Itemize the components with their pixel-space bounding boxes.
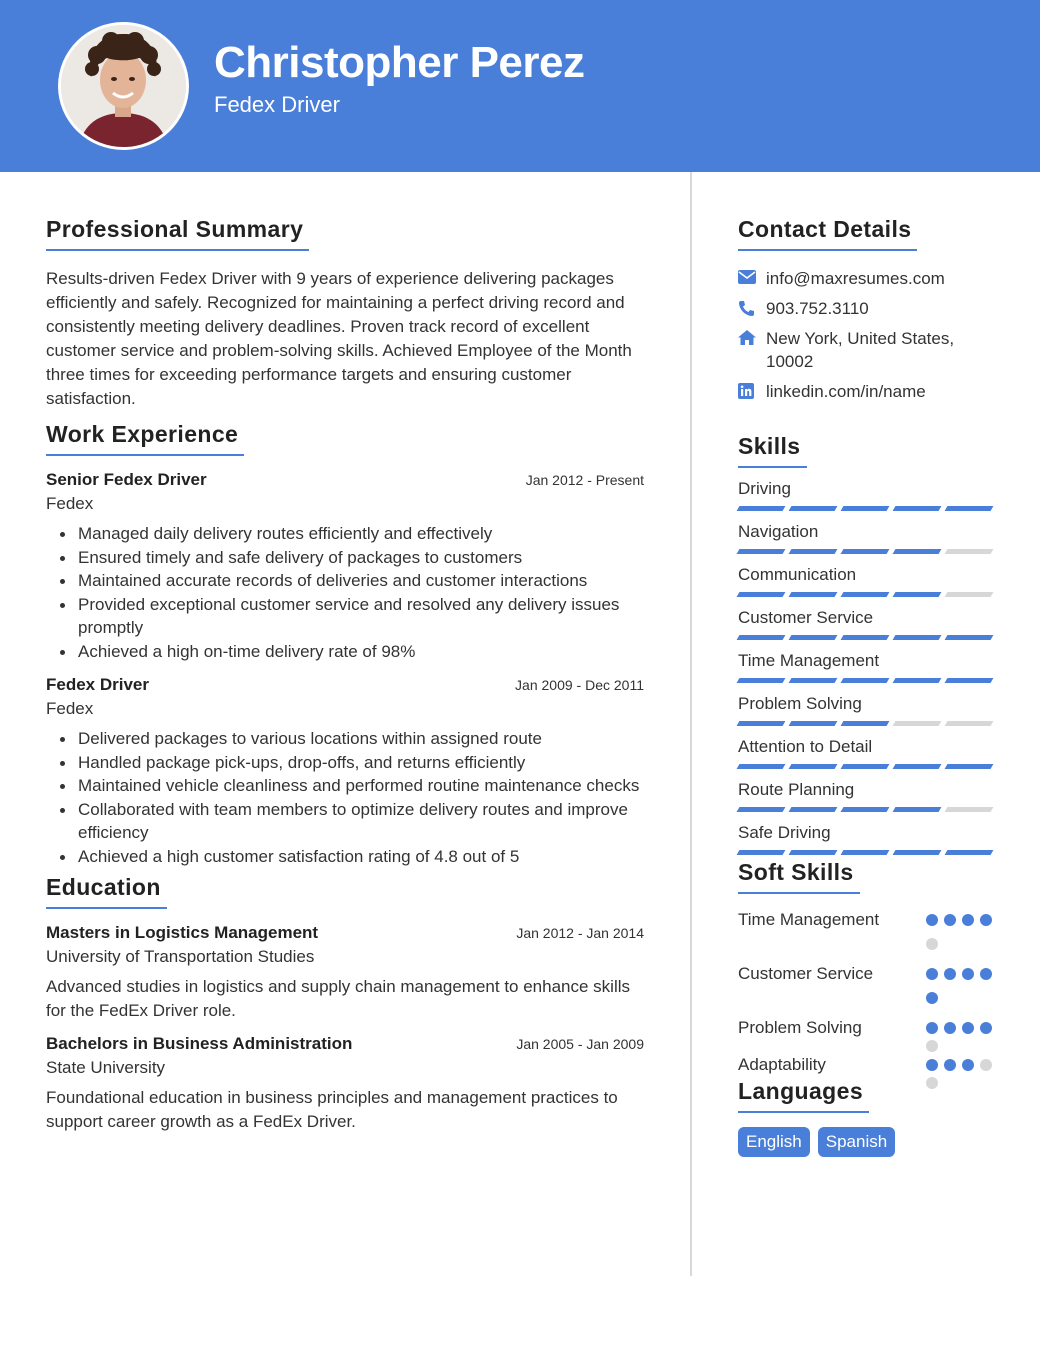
job-date: Jan 2012 - Present (525, 472, 644, 488)
skill-rating-segment (789, 549, 838, 554)
phone-text: 903.752.3110 (766, 299, 869, 318)
soft-skill-dot (926, 938, 938, 950)
linkedin-icon (738, 380, 766, 403)
skill-rating-segment (945, 807, 994, 812)
soft-skill-dot (980, 1059, 992, 1071)
skill-rating-segment (893, 850, 942, 855)
education-entry (46, 923, 644, 1022)
soft-skill-name: Problem Solving (738, 1018, 862, 1037)
skill-rating-segment (841, 764, 890, 769)
soft-skill-rating (926, 1053, 998, 1083)
job-bullet: Managed daily delivery routes efficiently and effectively (78, 522, 644, 546)
soft-skill-dot (926, 1059, 938, 1071)
skill-rating-segment (893, 764, 942, 769)
languages-section (738, 1078, 998, 1157)
skill-rating-segment (893, 807, 942, 812)
candidate-title: Fedex Driver (214, 92, 340, 117)
skill-rating-segment (737, 764, 786, 769)
skill-rating-segment (841, 635, 890, 640)
skill-item (738, 779, 998, 812)
soft-skill-item (738, 962, 998, 1009)
skill-rating-segment (737, 549, 786, 554)
skills-heading: Skills (738, 433, 807, 468)
skill-rating-segment (789, 807, 838, 812)
soft-skill-dot (962, 914, 974, 926)
skill-rating-segment (945, 850, 994, 855)
profile-photo (58, 22, 189, 150)
soft-skill-dot (980, 968, 992, 980)
skill-rating-segment (789, 635, 838, 640)
skill-name: Customer Service (738, 608, 874, 627)
skill-item (738, 607, 998, 640)
contact-linkedin[interactable] (738, 380, 998, 403)
soft-skill-rating (926, 962, 998, 1009)
skill-name: Attention to Detail (738, 737, 873, 756)
skill-rating-segment (945, 592, 994, 597)
job-role: Senior Fedex Driver (46, 470, 207, 489)
education-heading: Education (46, 874, 167, 909)
summary-heading: Professional Summary (46, 216, 309, 251)
job-bullet: Provided exceptional customer service and resolved any delivery issues promptly (78, 593, 644, 640)
education-entry (46, 1034, 644, 1133)
skill-rating-segment (841, 678, 890, 683)
job-entry (46, 470, 644, 663)
soft-skills-section (738, 859, 998, 1083)
soft-skill-rating (926, 908, 998, 955)
skill-rating-segment (789, 721, 838, 726)
skill-rating-segment (893, 549, 942, 554)
soft-skill-name: Customer Service (738, 964, 874, 983)
profile-photo-image (61, 25, 186, 147)
skill-rating-segment (841, 850, 890, 855)
contact-heading: Contact Details (738, 216, 917, 251)
skill-rating-segment (841, 592, 890, 597)
soft-skill-dot (926, 992, 938, 1004)
skill-rating-segment (945, 764, 994, 769)
soft-skill-dot (944, 1059, 956, 1071)
soft-skill-dot (980, 1022, 992, 1034)
skill-rating-segment (737, 592, 786, 597)
skill-rating (738, 850, 998, 855)
skill-item (738, 693, 998, 726)
soft-skill-dot (926, 914, 938, 926)
envelope-icon (738, 267, 766, 290)
skill-name: Route Planning (738, 780, 855, 799)
language-tag: English (738, 1127, 810, 1157)
languages-list (738, 1127, 998, 1157)
soft-skill-dot (926, 1077, 938, 1089)
resume-header (0, 0, 1040, 172)
skill-rating-segment (893, 506, 942, 511)
phone-icon (738, 297, 766, 320)
degree-title: Bachelors in Business Administration (46, 1034, 353, 1053)
skill-rating (738, 807, 998, 812)
skill-rating (738, 635, 998, 640)
contact-phone[interactable] (738, 297, 998, 320)
job-bullet: Maintained vehicle cleanliness and performed routine maintenance checks (78, 774, 644, 798)
job-bullets (46, 727, 644, 868)
skill-rating-segment (893, 635, 942, 640)
soft-skill-name: Time Management (738, 910, 880, 929)
soft-skill-dot (962, 1022, 974, 1034)
job-bullet: Delivered packages to various locations within assigned route (78, 727, 644, 751)
job-bullet: Achieved a high on-time delivery rate of 98% (78, 640, 644, 664)
experience-heading: Work Experience (46, 421, 244, 456)
job-bullet: Collaborated with team members to optimize delivery routes and improve efficiency (78, 798, 644, 845)
job-company: Fedex (46, 494, 94, 513)
skill-name: Driving (738, 479, 791, 498)
side-column (738, 216, 998, 1157)
degree-title: Masters in Logistics Management (46, 923, 319, 942)
job-bullet: Ensured timely and safe delivery of packages to customers (78, 546, 644, 570)
soft-skill-dot (980, 914, 992, 926)
skill-rating-segment (841, 721, 890, 726)
linkedin-text: linkedin.com/in/name (766, 382, 926, 401)
soft-skill-dot (926, 968, 938, 980)
skill-name: Navigation (738, 522, 819, 541)
contact-address (738, 327, 998, 373)
skill-rating (738, 721, 998, 726)
email-text: info@maxresumes.com (766, 269, 945, 288)
education-section (46, 874, 644, 1133)
job-role: Fedex Driver (46, 675, 149, 694)
skills-list (738, 478, 998, 855)
skill-name: Safe Driving (738, 823, 831, 842)
skill-rating (738, 592, 998, 597)
skill-rating-segment (893, 721, 942, 726)
school-name: University of Transportation Studies (46, 947, 315, 966)
job-bullet: Handled package pick-ups, drop-offs, and returns efficiently (78, 751, 644, 775)
skill-rating (738, 678, 998, 683)
soft-skill-item (738, 908, 998, 955)
soft-skill-dot (962, 1059, 974, 1071)
skill-rating-segment (841, 549, 890, 554)
education-description: Advanced studies in logistics and supply chain management to enhance skills for the FedEx Driver role. (46, 977, 631, 1020)
experience-section (46, 421, 644, 868)
skill-rating-segment (789, 592, 838, 597)
soft-skill-item (738, 1016, 998, 1046)
summary-text: Results-driven Fedex Driver with 9 years of experience delivering packages efficiently and safely. Recognized for maintaining a perfect driving record and consistently meeting delivery deadlines. Proven track record of excellent customer service and problem-solving skills. Achieved Employee of the Month three times for exceeding performance targets and ensuring customer satisfaction. (46, 269, 632, 408)
skill-rating-segment (893, 678, 942, 683)
skill-rating (738, 506, 998, 511)
soft-skill-dot (944, 968, 956, 980)
soft-skill-dot (944, 1022, 956, 1034)
skill-item (738, 478, 998, 511)
soft-skill-dot (962, 968, 974, 980)
skill-rating-segment (945, 678, 994, 683)
soft-skills-heading: Soft Skills (738, 859, 860, 894)
skill-rating-segment (789, 678, 838, 683)
job-bullets (46, 522, 644, 663)
soft-skills-list (738, 908, 998, 1083)
job-company: Fedex (46, 699, 94, 718)
skills-section (738, 433, 998, 855)
skill-rating-segment (893, 592, 942, 597)
main-column (46, 216, 644, 1133)
skill-rating-segment (945, 635, 994, 640)
school-name: State University (46, 1058, 166, 1077)
skill-rating-segment (945, 721, 994, 726)
skill-rating-segment (737, 807, 786, 812)
soft-skill-dot (944, 914, 956, 926)
contact-list (738, 267, 998, 403)
contact-email[interactable] (738, 267, 998, 290)
candidate-name: Christopher Perez (214, 38, 585, 87)
skill-name: Problem Solving (738, 694, 862, 713)
skill-item (738, 564, 998, 597)
skill-rating (738, 549, 998, 554)
skill-name: Time Management (738, 651, 880, 670)
soft-skill-dot (926, 1022, 938, 1034)
education-date: Jan 2012 - Jan 2014 (516, 925, 644, 941)
skill-rating-segment (841, 506, 890, 511)
skill-rating-segment (737, 850, 786, 855)
soft-skill-dot (926, 1040, 938, 1052)
soft-skill-name: Adaptability (738, 1055, 826, 1074)
skill-rating (738, 764, 998, 769)
job-entry (46, 675, 644, 868)
skill-rating-segment (789, 850, 838, 855)
skill-item (738, 650, 998, 683)
home-icon (738, 327, 766, 373)
education-date: Jan 2005 - Jan 2009 (516, 1036, 644, 1052)
skill-rating-segment (737, 506, 786, 511)
skill-item (738, 736, 998, 769)
skill-rating-segment (789, 506, 838, 511)
job-bullet: Achieved a high customer satisfaction rating of 4.8 out of 5 (78, 845, 644, 869)
skill-rating-segment (737, 635, 786, 640)
soft-skill-rating (926, 1016, 998, 1046)
language-tag: Spanish (818, 1127, 895, 1157)
column-divider (690, 172, 692, 1276)
skill-rating-segment (789, 764, 838, 769)
skill-rating-segment (945, 506, 994, 511)
skill-rating-segment (945, 549, 994, 554)
languages-heading: Languages (738, 1078, 869, 1113)
skill-rating-segment (737, 721, 786, 726)
education-description: Foundational education in business principles and management practices to support career growth as a FedEx Driver. (46, 1088, 618, 1131)
skill-item (738, 822, 998, 855)
skill-rating-segment (841, 807, 890, 812)
skill-name: Communication (738, 565, 857, 584)
skill-item (738, 521, 998, 554)
skill-rating-segment (737, 678, 786, 683)
job-date: Jan 2009 - Dec 2011 (515, 677, 644, 693)
job-bullet: Maintained accurate records of deliveries and customer interactions (78, 569, 644, 593)
address-text: New York, United States, 10002 (766, 329, 955, 371)
